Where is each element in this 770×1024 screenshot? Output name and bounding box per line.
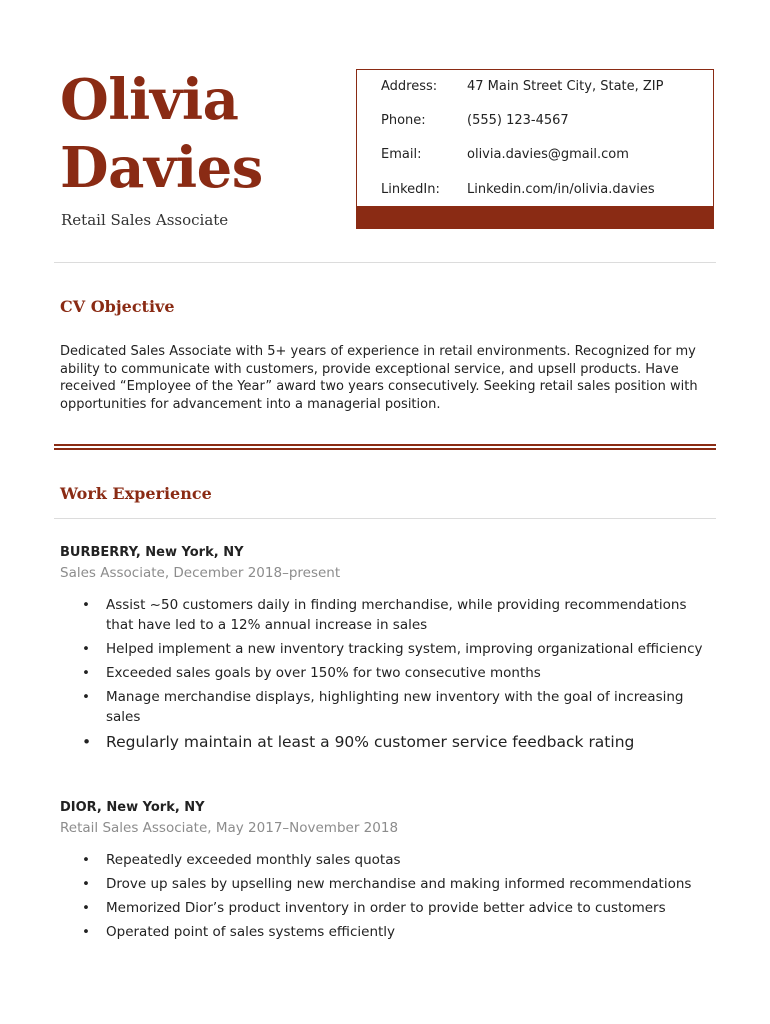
phone-value: (555) 123-4567 — [467, 113, 569, 128]
job-role: Sales Associate, December 2018–present — [60, 565, 341, 581]
bullet-item: • Helped implement a new inventory tracking system, improving organizational efficiency — [82, 641, 703, 657]
objective-text: Dedicated Sales Associate with 5+ years of experience in retail environments. Recognized for my ability to communicate with customers, provide exceptional service, and upsell products. Have received “Employee of the Year” award two years consecutively. Seeking retail sales position with opportunities for advancement into a managerial position. — [60, 344, 698, 412]
bullet-item: • Exceeded sales goals by over 150% for two consecutive months — [82, 665, 541, 681]
section-divider-double — [54, 444, 716, 450]
bullet-dot-icon: • — [82, 665, 90, 681]
bullet-item: • Assist ~50 customers daily in finding merchandise, while providing recommendations that have led to a 12% annual increase in sales — [82, 597, 687, 633]
bullet-item: • Memorized Dior’s product inventory in order to provide better advice to customers — [82, 900, 666, 916]
header-divider — [54, 262, 716, 263]
job-title: Retail Sales Associate — [61, 211, 229, 229]
job-bullets — [60, 850, 710, 942]
contact-phone — [381, 113, 569, 128]
job-employer: DIOR, New York, NY — [60, 800, 205, 815]
bullet-dot-icon: • — [82, 876, 90, 892]
bullet-dot-icon: • — [82, 689, 90, 705]
linkedin-label: LinkedIn: — [381, 182, 440, 197]
bullet-dot-icon: • — [82, 641, 90, 657]
first-name: Olivia — [60, 67, 239, 133]
job-employer: BURBERRY, New York, NY — [60, 545, 244, 560]
bullet-dot-icon: • — [82, 733, 92, 751]
bullet-item: • Operated point of sales systems efficiently — [82, 924, 396, 940]
contact-address — [381, 79, 663, 94]
objective-heading: CV Objective — [60, 297, 175, 316]
bullet-dot-icon: • — [82, 924, 90, 940]
linkedin-value[interactable]: Linkedin.com/in/olivia.davies — [467, 182, 655, 197]
bullet-item: • Regularly maintain at least a 90% customer service feedback rating — [82, 733, 635, 751]
bullet-item: • Manage merchandise displays, highlighting new inventory with the goal of increasing sales — [82, 689, 684, 725]
job-role: Retail Sales Associate, May 2017–November 2018 — [60, 820, 399, 836]
bullet-item: • Repeatedly exceeded monthly sales quotas — [82, 852, 401, 868]
address-value: 47 Main Street City, State, ZIP — [467, 79, 664, 94]
experience-heading: Work Experience — [60, 484, 212, 503]
job-entry — [60, 798, 710, 946]
address-label: Address: — [381, 79, 438, 94]
email-value[interactable]: olivia.davies@gmail.com — [467, 147, 629, 162]
email-label: Email: — [381, 147, 422, 162]
job-bullets — [60, 595, 710, 753]
contact-email — [381, 147, 629, 162]
contact-accent-bar — [357, 206, 713, 228]
bullet-dot-icon: • — [82, 852, 90, 868]
bullet-dot-icon: • — [82, 900, 90, 916]
contact-linkedin — [381, 182, 655, 197]
job-entry — [60, 543, 710, 757]
experience-divider — [54, 518, 716, 519]
bullet-dot-icon: • — [82, 597, 90, 613]
bullet-item: • Drove up sales by upselling new merchandise and making informed recommendations — [82, 876, 692, 892]
contact-box — [356, 69, 714, 229]
phone-label: Phone: — [381, 113, 426, 128]
last-name: Davies — [60, 135, 263, 201]
